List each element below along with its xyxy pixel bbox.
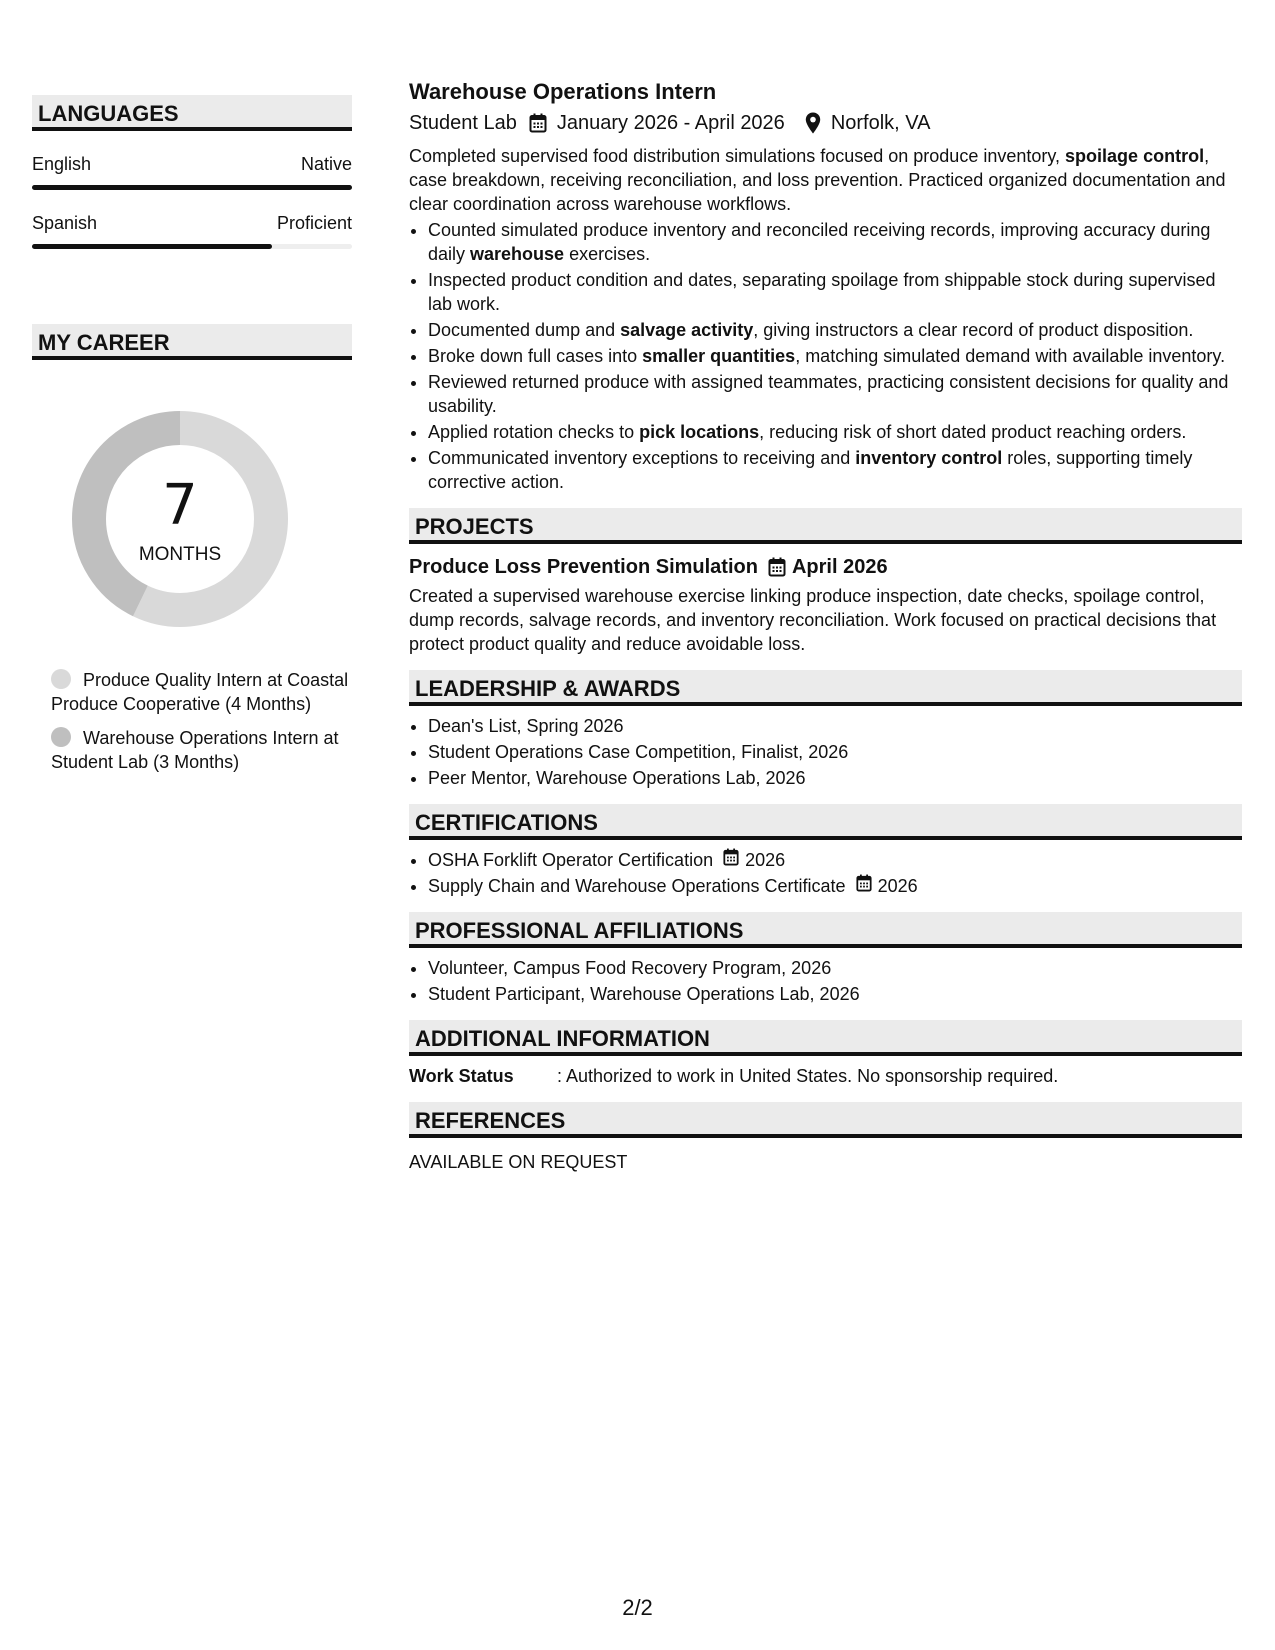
- job-bullet: • Inspected product condition and dates, separating spoilage from shippable stock during supervised lab work.: [428, 268, 1242, 316]
- leadership-heading: LEADERSHIP & AWARDS: [409, 670, 1242, 706]
- job-bullet: • Communicated inventory exceptions to receiving and inventory control roles, supporting timely corrective action.: [428, 446, 1242, 494]
- affiliations-list: [409, 956, 1242, 1006]
- languages-heading: LANGUAGES: [32, 95, 352, 131]
- project-description: Created a supervised warehouse exercise linking produce inspection, date checks, spoilage control, dump records, salvage records, and inventory reconciliation. Work focused on practical decisions that protect product quality and reduce avoidable loss.: [409, 586, 1217, 654]
- sidebar: [32, 95, 352, 784]
- work-status-value: : Authorized to work in United States. No sponsorship required.: [557, 1066, 1059, 1086]
- work-status-label: Work Status: [409, 1066, 514, 1086]
- language-proficiency-fill: [32, 244, 272, 249]
- language-name: English: [32, 154, 92, 174]
- career-legend-item: [51, 668, 352, 716]
- page-number: 2/2: [622, 1595, 653, 1620]
- job-title: Warehouse Operations Intern: [409, 79, 717, 104]
- calendar-icon: [529, 113, 547, 133]
- job-meta: [409, 110, 1242, 136]
- job-bullet: • Reviewed returned produce with assigned teammates, practicing consistent decisions for quality and usability.: [428, 370, 1242, 418]
- job-bullet: • Documented dump and salvage activity, giving instructors a clear record of product disposition.: [428, 318, 1242, 342]
- legend-dot-icon: [51, 669, 71, 689]
- language-item: [32, 212, 352, 249]
- certifications-list: [409, 848, 1242, 898]
- job-company: Student Lab: [409, 112, 517, 134]
- map-pin-icon: [805, 112, 821, 134]
- calendar-icon: [723, 848, 739, 866]
- career-legend-label: Produce Quality Intern at Coastal Produce Cooperative (4 Months): [51, 670, 349, 714]
- certification-name: Supply Chain and Warehouse Operations Certificate: [428, 876, 846, 896]
- job-bullets: [409, 218, 1242, 494]
- language-proficiency-fill: [32, 185, 352, 190]
- certification-item: [428, 874, 1242, 898]
- affiliation-item: • Volunteer, Campus Food Recovery Program, 2026: [428, 956, 1242, 980]
- career-total-value: 7: [162, 473, 198, 538]
- career-legend-item: [51, 726, 352, 774]
- leadership-list: [409, 714, 1242, 790]
- legend-dot-icon: [51, 727, 71, 747]
- language-proficiency-bar: [32, 244, 352, 249]
- additional-info-heading: ADDITIONAL INFORMATION: [409, 1020, 1242, 1056]
- career-donut-chart: [65, 404, 295, 634]
- language-name: Spanish: [32, 213, 98, 233]
- job-summary: Completed supervised food distribution simulations focused on produce inventory, spoilage control, case breakdown, receiving reconciliation, and loss prevention. Practiced organized documentation and clear coordination across warehouse workflows.: [409, 146, 1226, 214]
- certification-name: OSHA Forklift Operator Certification: [428, 850, 714, 870]
- career-legend-label: Warehouse Operations Intern at Student Lab (3 Months): [51, 728, 339, 772]
- project-date: April 2026: [791, 556, 888, 578]
- leadership-item: • Peer Mentor, Warehouse Operations Lab, 2026: [428, 766, 1242, 790]
- job-location: Norfolk, VA: [830, 112, 931, 134]
- leadership-item: • Dean's List, Spring 2026: [428, 714, 1242, 738]
- leadership-item: • Student Operations Case Competition, Finalist, 2026: [428, 740, 1242, 764]
- work-status-row: [409, 1064, 1242, 1088]
- career-heading: MY CAREER: [32, 324, 352, 360]
- affiliation-item: • Student Participant, Warehouse Operations Lab, 2026: [428, 982, 1242, 1006]
- projects-heading: PROJECTS: [409, 508, 1242, 544]
- language-proficiency-bar: [32, 185, 352, 190]
- certification-year: 2026: [877, 876, 918, 896]
- job-dates: January 2026 - April 2026: [556, 112, 785, 134]
- language-level: Native: [300, 154, 352, 174]
- career-total-unit: MONTHS: [138, 544, 222, 565]
- project-title: Produce Loss Prevention Simulation: [409, 556, 758, 578]
- references-text: AVAILABLE ON REQUEST: [409, 1152, 628, 1172]
- language-item: [32, 153, 352, 190]
- job-bullet: • Counted simulated produce inventory and reconciled receiving records, improving accuracy during daily warehouse exercises.: [428, 218, 1242, 266]
- affiliations-heading: PROFESSIONAL AFFILIATIONS: [409, 912, 1242, 948]
- project-title-row: [409, 554, 1242, 580]
- language-level: Proficient: [276, 213, 352, 233]
- career-legend: [51, 668, 352, 774]
- job-bullet: • Broke down full cases into smaller quantities, matching simulated demand with available inventory.: [428, 344, 1242, 368]
- calendar-icon: [856, 874, 872, 892]
- certifications-heading: CERTIFICATIONS: [409, 804, 1242, 840]
- certification-item: [428, 848, 1242, 872]
- certification-year: 2026: [745, 850, 786, 870]
- calendar-icon: [768, 557, 786, 577]
- main-content: [409, 78, 1242, 1174]
- references-heading: REFERENCES: [409, 1102, 1242, 1138]
- job-bullet: • Applied rotation checks to pick locations, reducing risk of short dated product reaching orders.: [428, 420, 1242, 444]
